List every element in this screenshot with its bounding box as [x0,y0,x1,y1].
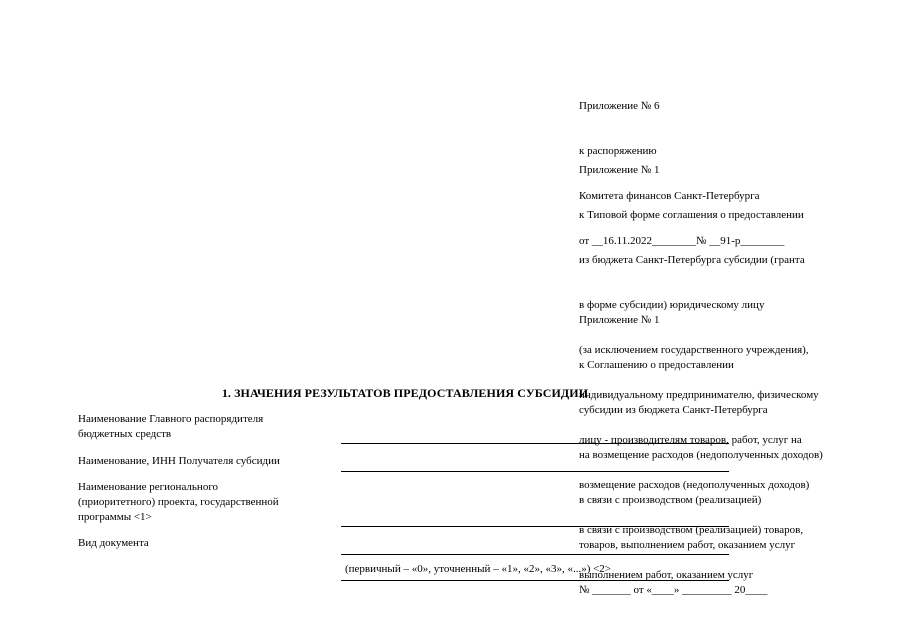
field-line-recipient [341,471,729,472]
header-line: Приложение № 1 [579,314,660,326]
field-line-document-type-hint [341,580,729,581]
header-line: № _______ от «____» _________ 20____ [579,584,768,596]
document-type-hint: (первичный – «0», уточненный – «1», «2», «3», «...») <2> [345,563,612,575]
header-line: в связи с производством (реализацией) товаров, [579,524,804,536]
field-line-document-type [341,554,729,555]
field-line-project [341,526,729,527]
header-line: к Соглашению о предоставлении [579,359,734,371]
field-label-project: Наименование регионального (приоритетного) проекта, государственной программы <1> [78,481,279,523]
header-line: (за исключением государственного учреждения), [579,344,809,356]
header-line: выполнением работ, оказанием услуг [579,569,754,581]
header-line: на возмещение расходов (недополученных доходов) [579,449,823,461]
header-line: лицу - производителям товаров, работ, услуг на [579,434,802,446]
field-line-chief-administrator [341,443,729,444]
header-line: субсидии из бюджета Санкт-Петербурга [579,404,768,416]
header-line: товаров, выполнением работ, оказанием услуг [579,539,796,551]
header-line: возмещение расходов (недополученных доходов) [579,479,810,491]
header-line: в связи с производством (реализацией) [579,494,762,506]
header-line: индивидуальному предпринимателю, физическому [579,389,819,401]
header-line: к распоряжению [579,145,657,157]
header-line: из бюджета Санкт-Петербурга субсидии (гранта [579,254,805,266]
field-label-chief-administrator: Наименование Главного распорядителя бюджетных средств [78,413,264,440]
header-line: в форме субсидии) юридическому лицу [579,299,765,311]
field-label-recipient: Наименование, ИНН Получателя субсидии [78,455,280,467]
annex-1-agreement-header [579,283,879,613]
header-line: от __16.11.2022________№ __91-р________ [579,235,785,247]
header-line: Комитета финансов Санкт-Петербурга [579,190,760,202]
header-line: Приложение № 6 [579,100,660,112]
header-line: Приложение № 1 [579,164,660,176]
field-label-document-type: Вид документа [78,537,149,549]
header-line: к Типовой форме соглашения о предоставлении [579,209,804,221]
section-title: 1. ЗНАЧЕНИЯ РЕЗУЛЬТАТОВ ПРЕДОСТАВЛЕНИЯ СУБСИДИИ [221,386,589,400]
